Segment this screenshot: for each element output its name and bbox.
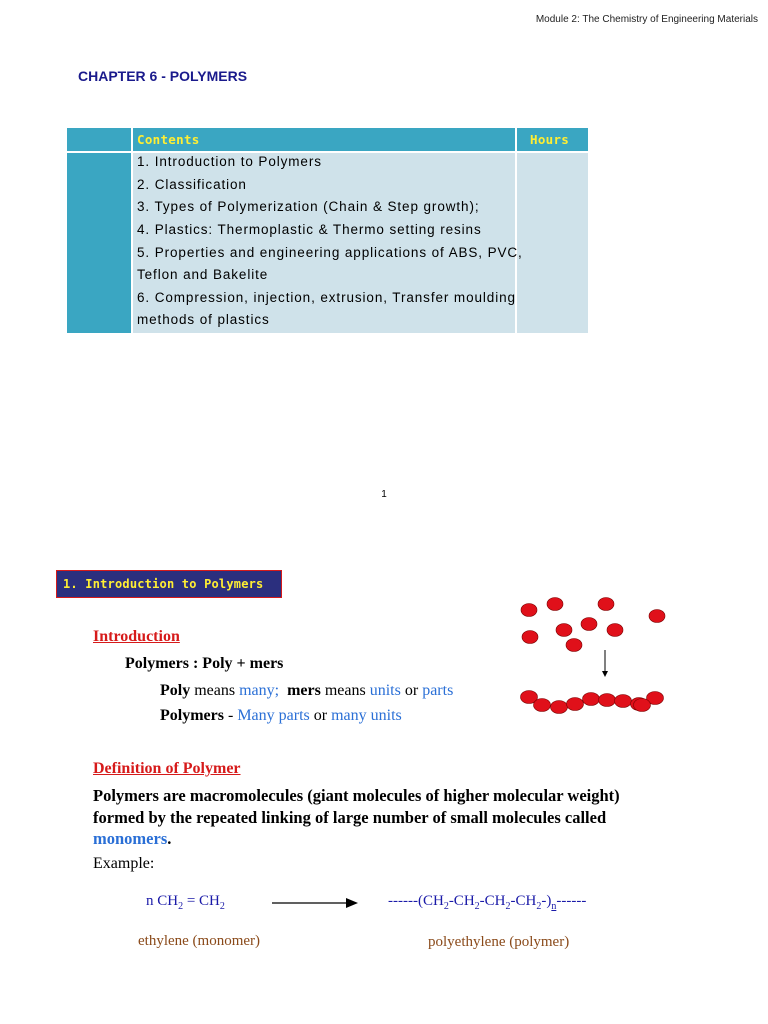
formula-part: n CH: [146, 893, 179, 909]
chain-bead: [534, 699, 551, 712]
formula-part: ------(CH: [388, 893, 444, 909]
contents-row: 1. Introduction to Polymers: [137, 154, 322, 169]
formula-part: -CH: [479, 893, 506, 909]
formula-subscript: 2: [443, 901, 449, 912]
formula-part: = CH: [183, 893, 220, 909]
polymerization-diagram: [515, 592, 675, 717]
contents-row: 4. Plastics: Thermoplastic & Thermo setting resins: [137, 222, 482, 237]
monomer-bead: [556, 624, 572, 637]
formula-subscript: 2: [536, 901, 542, 912]
means-text: means: [190, 682, 240, 699]
formula-part: ------: [556, 893, 587, 909]
dash-text: -: [223, 707, 238, 724]
mers-term: mers: [287, 682, 321, 699]
chain-bead: [567, 698, 584, 711]
contents-row: 5. Properties and engineering applications of ABS, PVC,: [137, 245, 523, 260]
monomer-bead: [547, 598, 563, 611]
or-text: or: [400, 682, 423, 699]
chain-bead: [634, 699, 651, 712]
example-label: Example:: [93, 855, 155, 872]
table-hours-cell: [517, 153, 588, 333]
table-divider: [67, 151, 588, 153]
running-header: Module 2: The Chemistry of Engineering Materials: [535, 14, 758, 25]
chain-bead: [551, 701, 568, 714]
definition-body: Polymers are macromolecules (giant molecules of higher molecular weight) formed by the repeated linking of large number of small molecules called: [93, 786, 620, 827]
formula-part: -): [541, 893, 552, 909]
formula-subscript: 2: [219, 901, 225, 912]
parts-text: parts: [422, 682, 454, 699]
formula-part: -CH: [448, 893, 475, 909]
poly-term: Poly: [160, 682, 191, 699]
chapter-title: CHAPTER 6 - POLYMERS: [78, 68, 248, 84]
contents-row: 2. Classification: [137, 177, 247, 192]
many-parts-text: Many parts: [237, 707, 310, 724]
formula-subscript: 2: [474, 901, 480, 912]
reaction-arrow-icon: [270, 895, 362, 911]
contents-row: methods of plastics: [137, 312, 270, 327]
down-arrow-icon: [602, 650, 608, 677]
chain-bead: [583, 693, 600, 706]
poly-meaning-line: [160, 682, 453, 700]
contents-row: 6. Compression, injection, extrusion, Transfer moulding: [137, 290, 516, 305]
many-units-text: many units: [331, 707, 402, 724]
definition-heading: Definition of Polymer: [93, 760, 241, 777]
polymers-term: Polymers: [160, 707, 224, 724]
polyethylene-formula: [388, 893, 586, 912]
page-number: 1: [381, 489, 387, 500]
chain-bead: [599, 694, 616, 707]
contents-table: [67, 128, 588, 333]
definition-text: [93, 785, 633, 850]
monomer-bead: [581, 618, 597, 631]
units-text: units: [369, 682, 401, 699]
contents-row: Teflon and Bakelite: [137, 267, 269, 282]
monomer-bead: [598, 598, 614, 611]
monomer-bead: [522, 631, 538, 644]
ethylene-formula: [146, 893, 225, 912]
table-left-column: [67, 151, 131, 333]
table-divider: [131, 128, 133, 333]
formula-subscript: n: [551, 901, 557, 912]
monomer-molecules: [521, 598, 665, 652]
polymer-chain: [521, 691, 664, 714]
or-text: or: [309, 707, 332, 724]
contents-column-header: Contents: [137, 132, 200, 147]
monomers-term: monomers: [93, 829, 168, 848]
chain-bead: [615, 695, 632, 708]
polyethylene-caption: polyethylene (polymer): [428, 934, 570, 950]
monomer-bead: [649, 610, 665, 623]
poly-mers-line: Polymers : Poly + mers: [125, 655, 284, 672]
formula-subscript: 2: [505, 901, 511, 912]
formula-part: -CH: [510, 893, 537, 909]
contents-row: 3. Types of Polymerization (Chain & Step growth);: [137, 199, 480, 214]
many-text: many;: [239, 682, 280, 699]
monomer-bead: [521, 604, 537, 617]
polymers-meaning-line: [160, 707, 402, 725]
monomer-bead: [566, 639, 582, 652]
definition-period: .: [167, 829, 172, 848]
formula-subscript: 2: [178, 901, 184, 912]
introduction-heading: Introduction: [93, 628, 180, 645]
section-badge: 1. Introduction to Polymers: [56, 570, 282, 598]
ethylene-caption: ethylene (monomer): [138, 933, 261, 949]
monomer-bead: [607, 624, 623, 637]
means-text: means: [320, 682, 370, 699]
hours-column-header: Hours: [530, 132, 570, 147]
